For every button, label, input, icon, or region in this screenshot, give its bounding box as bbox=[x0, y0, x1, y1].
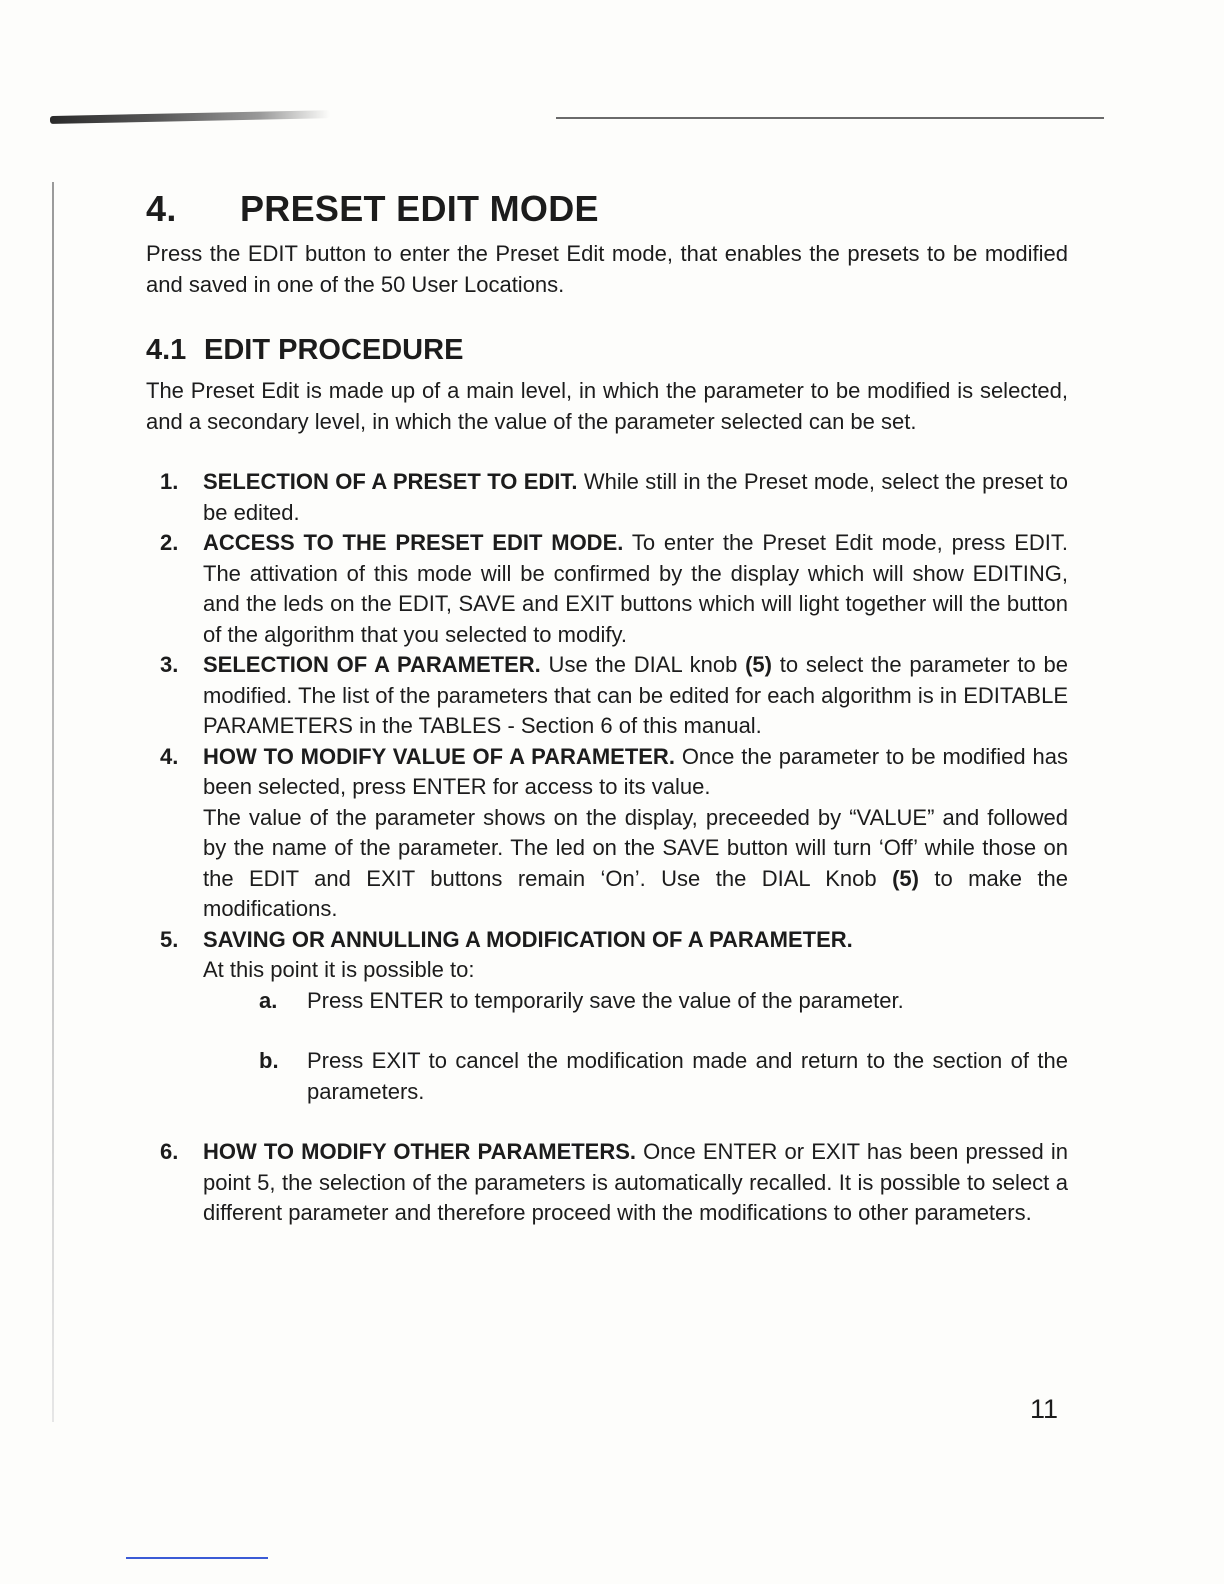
bottom-rule bbox=[126, 1557, 268, 1559]
step-text: At this point it is possible to: bbox=[203, 957, 475, 982]
step-heading: ACCESS TO THE PRESET EDIT MODE. bbox=[203, 530, 624, 555]
option-item bbox=[203, 986, 1068, 1017]
header-rule-right bbox=[556, 117, 1104, 119]
dial-knob-reference: (5) bbox=[892, 865, 919, 891]
step-text: Once ENTER or EXIT has been pressed in point 5, the selection of the parameters is automatically recalled. It is possible to select a different parameter and therefore proceed with the modifications to other parameters. bbox=[203, 1139, 1068, 1225]
manual-page-content bbox=[146, 188, 1068, 1229]
step-heading: HOW TO MODIFY VALUE OF A PARAMETER. bbox=[203, 743, 675, 769]
step-text: Once the parameter to be modified has been selected, press ENTER for access to its value. bbox=[203, 743, 1069, 799]
step-heading: SELECTION OF A PARAMETER. bbox=[203, 652, 541, 677]
step-heading: SAVING OR ANNULLING A MODIFICATION OF A PARAMETER. bbox=[203, 926, 853, 952]
section-heading bbox=[146, 188, 1068, 230]
header-rule-left bbox=[50, 110, 330, 124]
step-heading: SELECTION OF A PRESET TO EDIT. bbox=[203, 469, 578, 494]
step-text: To enter the Preset Edit mode, press EDIT. The attivation of this mode will be confirmed by the display which will show EDITING, and the leds on the EDIT, SAVE and EXIT buttons which will light together will the button of the algorithm that you selected to modify. bbox=[203, 530, 1069, 647]
page-number: 11 bbox=[1030, 1394, 1059, 1424]
subsection-number: 4.1 bbox=[146, 334, 187, 366]
step-heading: HOW TO MODIFY OTHER PARAMETERS. bbox=[203, 1139, 637, 1164]
subsection-intro: The Preset Edit is made up of a main level, in which the parameter to be modified is selected, and a secondary level, in which the value of the parameter selected can be set. bbox=[146, 378, 1068, 434]
section-number: 4. bbox=[146, 188, 177, 229]
subsection-heading bbox=[146, 334, 1068, 367]
section-intro: Press the EDIT button to enter the Preset Edit mode, that enables the presets to be modified and saved in one of the 50 User Locations. bbox=[146, 241, 1068, 297]
option-text: Press ENTER to temporarily save the value of the parameter. bbox=[307, 987, 904, 1013]
dial-knob-reference: (5) bbox=[745, 652, 772, 677]
step-1 bbox=[146, 467, 1068, 528]
step-5 bbox=[146, 925, 1068, 1108]
step-paragraph bbox=[203, 803, 1068, 925]
step-text: to select the parameter to be modified. The list of the parameters that can be edited for each algorithm is in EDITABLE PARAMETERS in the TABLES - Section 6 of this manual. bbox=[203, 652, 1068, 738]
step-number: 1. bbox=[160, 469, 179, 494]
step-number: 2. bbox=[160, 530, 179, 555]
option-item bbox=[203, 1046, 1068, 1107]
step-number: 6. bbox=[160, 1139, 179, 1164]
procedure-steps bbox=[146, 467, 1068, 1229]
page-edge bbox=[52, 182, 54, 1422]
subsection-title: EDIT PROCEDURE bbox=[204, 334, 464, 366]
option-text: Press EXIT to cancel the modification made and return to the section of the parameters. bbox=[307, 1048, 1068, 1104]
step-text: The value of the parameter shows on the display, preceeded by “VALUE” and followed by the name of the parameter. The led on the SAVE button will turn ‘Off’ while those on the EDIT and EXIT buttons remain ‘On’. Use the DIAL Knob bbox=[203, 804, 1068, 891]
option-letter: a. bbox=[259, 987, 278, 1013]
step-2 bbox=[146, 528, 1068, 650]
section-title: PRESET EDIT MODE bbox=[240, 188, 599, 229]
option-list bbox=[203, 986, 1068, 1108]
option-letter: b. bbox=[259, 1048, 279, 1073]
step-number: 5. bbox=[160, 926, 179, 952]
step-text: While still in the Preset mode, select the preset to be edited. bbox=[203, 469, 1069, 525]
step-number: 3. bbox=[160, 652, 179, 677]
step-6 bbox=[146, 1137, 1068, 1229]
step-text: to make the modifications. bbox=[203, 865, 1068, 921]
step-text: Use the DIAL knob bbox=[540, 652, 746, 677]
step-4 bbox=[146, 742, 1068, 925]
step-3 bbox=[146, 650, 1068, 742]
step-number: 4. bbox=[160, 743, 179, 769]
